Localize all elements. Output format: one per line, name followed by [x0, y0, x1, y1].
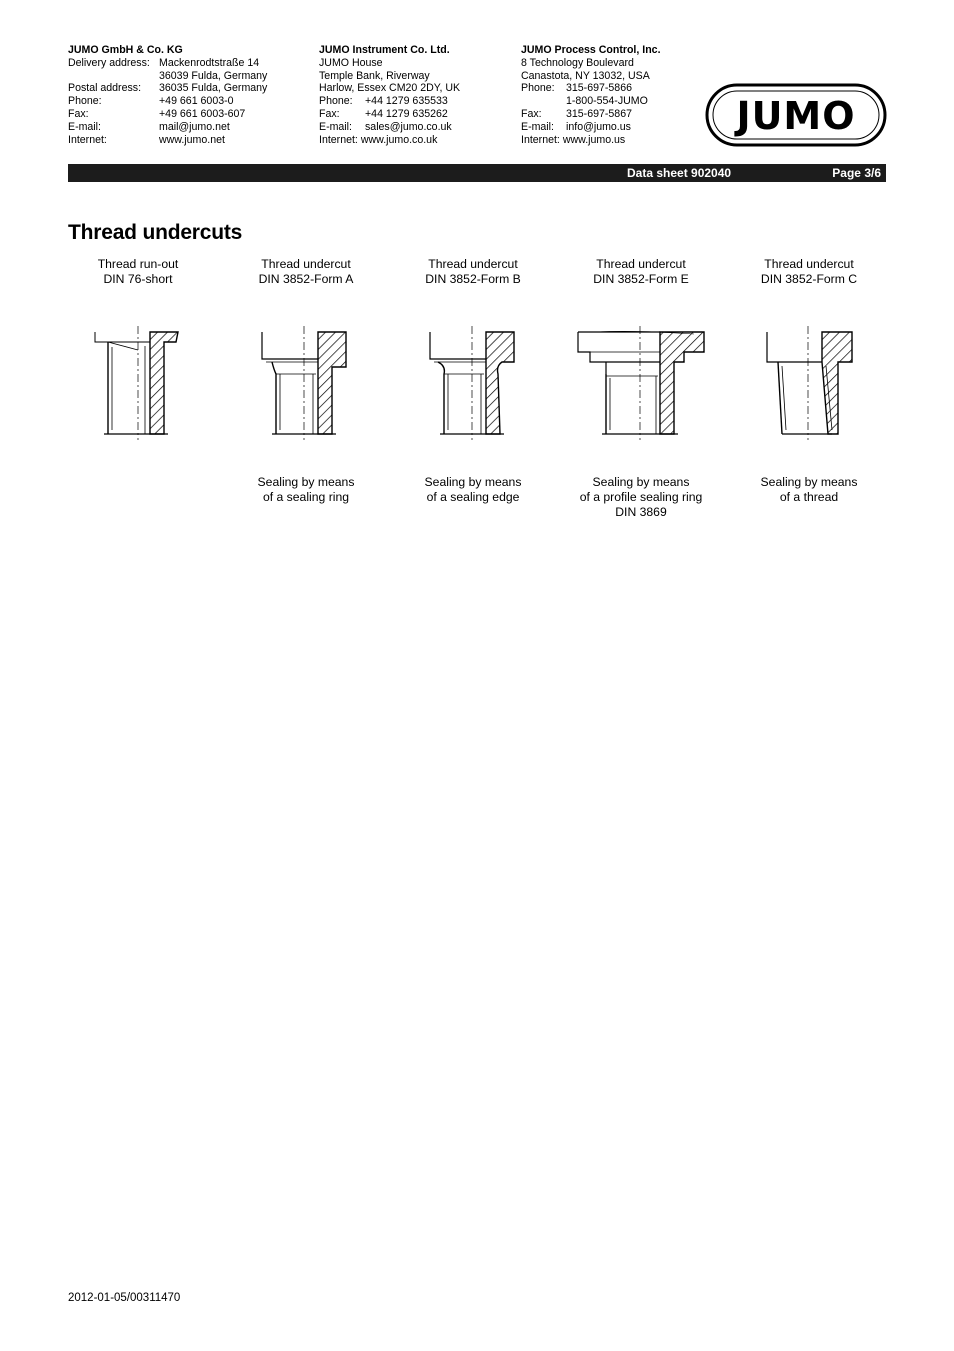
delivery-line2: 36039 Fulda, Germany	[159, 69, 268, 82]
figure-caption-4	[556, 475, 726, 520]
page-title: Thread undercuts	[68, 221, 243, 244]
logo-text: JUMO	[736, 94, 856, 138]
figure-title-3	[388, 257, 558, 287]
figure-subtitle-line: DIN 3852-Form A	[258, 272, 354, 286]
fax-label: Fax:	[68, 107, 89, 120]
postal-value: 36035 Fulda, Germany	[159, 82, 268, 95]
phone-label: Phone:	[319, 95, 353, 108]
figure-title-line: Thread undercut	[261, 257, 351, 271]
figure-subtitle-line: DIN 3852-Form E	[593, 272, 689, 286]
din3852-form-a-drawing	[256, 322, 356, 442]
figure-subtitle-line: DIN 76-short	[103, 272, 173, 286]
figure-title-1	[53, 257, 223, 287]
address-line: Temple Bank, Riverway	[319, 69, 430, 82]
fax-value: +44 1279 635262	[365, 107, 448, 120]
caption-line: of a sealing edge	[426, 490, 520, 504]
phone-value: +44 1279 635533	[365, 95, 448, 108]
internet-label: Internet:	[68, 133, 107, 146]
figure-title-line: Thread undercut	[764, 257, 854, 271]
address-block-germany	[68, 44, 267, 146]
caption-line: of a profile sealing ring	[579, 490, 703, 504]
address-line: 8 Technology Boulevard	[521, 56, 634, 69]
email-link[interactable]: sales@jumo.co.uk	[365, 120, 452, 133]
figure-title-2	[221, 257, 391, 287]
postal-label: Postal address:	[68, 82, 142, 95]
figure-title-line: Thread run-out	[97, 257, 179, 271]
figure-title-5	[724, 257, 894, 287]
delivery-label: Delivery address:	[68, 56, 150, 69]
din3852-form-e-drawing	[574, 322, 714, 442]
address-line: Harlow, Essex CM20 2DY, UK	[319, 82, 461, 95]
figure-subtitle-line: DIN 3852-Form C	[760, 272, 858, 286]
email-label: E-mail:	[319, 120, 352, 133]
phone-label: Phone:	[521, 82, 555, 95]
figure-caption-2	[221, 475, 391, 505]
din3852-form-b-drawing	[424, 322, 524, 442]
company-name: JUMO GmbH & Co. KG	[68, 44, 183, 56]
datasheet-number: Data sheet 902040	[627, 166, 732, 180]
caption-line: Sealing by means	[760, 475, 858, 489]
address-block-usa	[521, 44, 661, 146]
website-link[interactable]: www.jumo.co.uk	[360, 133, 438, 146]
phone-value-tollfree: 1-800-554-JUMO	[566, 95, 648, 108]
figure-title-4	[556, 257, 726, 287]
fax-label: Fax:	[319, 107, 340, 120]
caption-line: Sealing by means	[424, 475, 522, 489]
caption-line: DIN 3869	[615, 505, 667, 519]
email-link[interactable]: info@jumo.us	[566, 120, 631, 133]
figure-title-line: Thread undercut	[596, 257, 686, 271]
fax-label: Fax:	[521, 107, 542, 120]
phone-value: +49 661 6003-0	[159, 95, 234, 108]
website-link[interactable]: www.jumo.us	[562, 133, 626, 146]
datasheet-header-bar	[68, 164, 886, 182]
internet-label: Internet:	[521, 133, 560, 146]
email-link[interactable]: mail@jumo.net	[159, 120, 230, 133]
phone-value: 315-697-5866	[566, 82, 632, 95]
phone-label: Phone:	[68, 95, 102, 108]
caption-line: of a sealing ring	[262, 490, 350, 504]
figure-caption-5	[724, 475, 894, 505]
fax-value: +49 661 6003-607	[159, 107, 246, 120]
email-label: E-mail:	[521, 120, 554, 133]
address-block-uk	[319, 44, 460, 146]
company-name: JUMO Process Control, Inc.	[521, 44, 661, 56]
fax-value: 315-697-5867	[566, 107, 632, 120]
figure-title-line: Thread undercut	[428, 257, 518, 271]
caption-line: Sealing by means	[592, 475, 690, 489]
page-number: Page 3/6	[832, 166, 881, 180]
document-footer-code: 2012-01-05/00311470	[68, 1292, 181, 1304]
jumo-logo	[705, 83, 887, 147]
website-link[interactable]: www.jumo.net	[159, 133, 225, 146]
address-line: Canastota, NY 13032, USA	[521, 69, 650, 82]
din3852-form-c-drawing	[760, 322, 860, 442]
figure-caption-3	[388, 475, 558, 505]
email-label: E-mail:	[68, 120, 101, 133]
caption-line: Sealing by means	[257, 475, 355, 489]
caption-line: of a thread	[779, 490, 839, 504]
delivery-line1: Mackenrodtstraße 14	[159, 56, 260, 69]
thread-runout-din76-drawing	[88, 322, 188, 442]
internet-label: Internet:	[319, 133, 358, 146]
address-line: JUMO House	[319, 56, 383, 69]
figure-subtitle-line: DIN 3852-Form B	[425, 272, 521, 286]
company-name: JUMO Instrument Co. Ltd.	[319, 44, 450, 56]
